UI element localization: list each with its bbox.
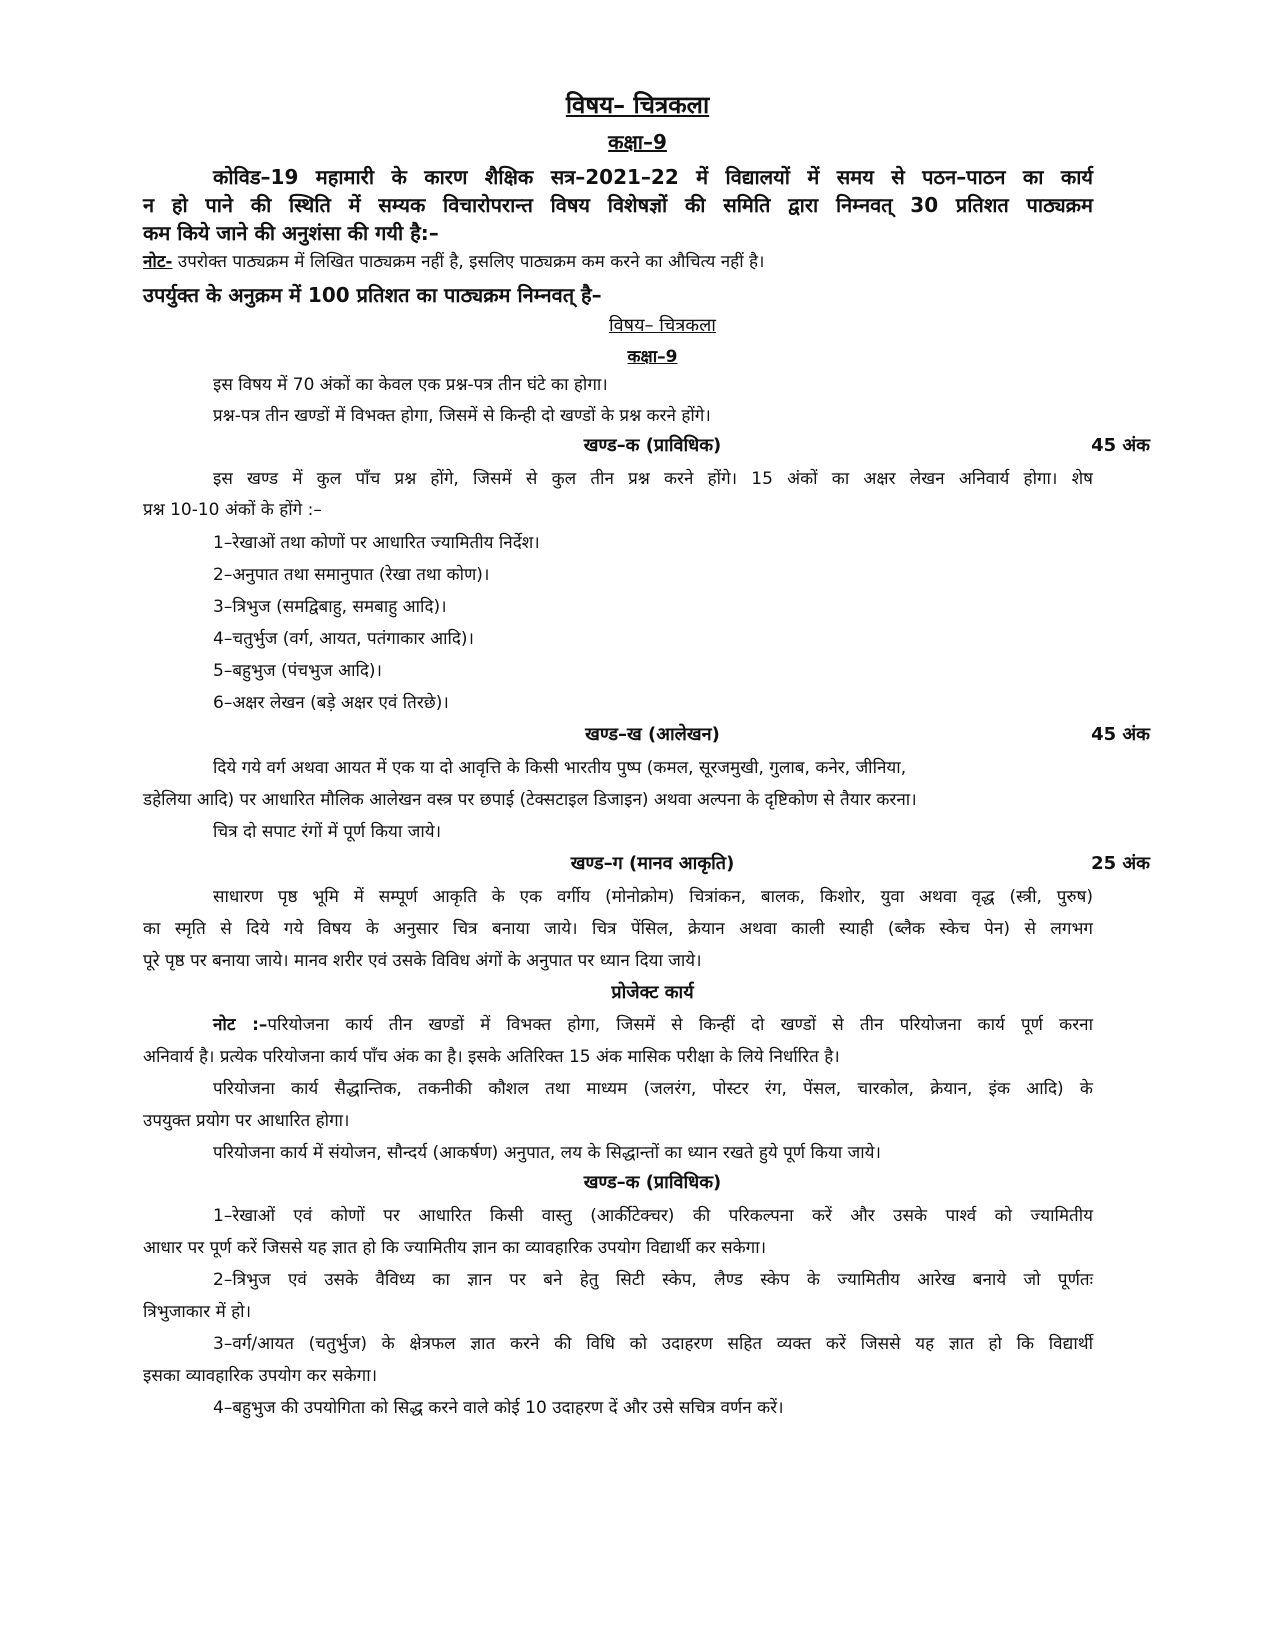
section-a-item: 5–बहुभुज (पंचभुज आदि)। xyxy=(213,661,382,681)
project-basis-line-1: परियोजना कार्य सैद्धान्तिक, तकनीकी कौशल तथा माध्यम (जलरंग, पोस्टर रंग, पेंसल, चारकोल, क्रेयान, इंक आदि) के xyxy=(213,1079,1093,1099)
section-a-item: 2–अनुपात तथा समानुपात (रेखा तथा कोण)। xyxy=(213,565,490,585)
general-line-1: इस विषय में 70 अंकों का केवल एक प्रश्न-पत्र तीन घंटे का होगा। xyxy=(213,375,608,395)
section-b-line-2: डहेलिया आदि) पर आधारित मौलिक आलेखन वस्त्र पर छपाई (टेक्सटाइल डिजाइन) अथवा अल्पना के दृष्टिकोण से तैयार करना। xyxy=(143,790,917,810)
project-note-label: नोट :– xyxy=(213,1015,268,1035)
intro-line-1: कोविड–19 महामारी के कारण शैक्षिक सत्र–2021–22 में विद्यालयों में समय से पठन–पाठन का कार्य xyxy=(213,165,1093,189)
page-title: विषय– चित्रकला xyxy=(565,91,710,119)
project-basis-line-2: उपयुक्त प्रयोग पर आधारित होगा। xyxy=(143,1111,350,1131)
project-a-item-2-line-1: 2–त्रिभुज एवं उसके वैविध्य का ज्ञान पर बने हेतु सिटी स्केप, लैण्ड स्केप के ज्यामितीय आरेख बनाये जो पूर्णतः xyxy=(213,1270,1093,1290)
intro-line-3: कम किये जाने की अनुशंसा की गयी है:– xyxy=(143,221,439,245)
section-a-desc-1: इस खण्ड में कुल पाँच प्रश्न होंगे, जिसमें से कुल तीन प्रश्न करने होंगे। 15 अंकों का अक्षर लेखन अनिवार्य होगा। शेष xyxy=(213,469,1093,489)
section-c-title: खण्ड–ग (मानव आकृति) xyxy=(570,853,735,874)
section-a-item: 3–त्रिभुज (समद्विबाहु, समबाहु आदि)। xyxy=(213,597,447,617)
note-text: उपरोक्त पाठ्यक्रम में लिखित पाठ्यक्रम नहीं है, इसलिए पाठ्यक्रम कम करने का औचित्य नहीं है। xyxy=(172,252,765,272)
section-c-line-2: का स्मृति से दिये गये विषय के अनुसार चित्र बनाया जाये। चित्र पेंसिल, क्रेयान अथवा काली स्याही (ब्लैक स्केच पेन) से लगभग xyxy=(143,919,1093,939)
section-b-line-3: चित्र दो सपाट रंगों में पूर्ण किया जाये। xyxy=(213,822,442,842)
section-c-line-1: साधारण पृष्ठ भूमि में सम्पूर्ण आकृति के एक वर्गीय (मोनोक्रोम) चित्रांकन, बालक, किशोर, युवा अथवा वृद्ध (स्त्री, पुरुष) xyxy=(213,887,1093,907)
section-c-marks: 25 अंक xyxy=(1091,853,1150,874)
section-a-desc-2: प्रश्न 10-10 अंकों के होंगे :– xyxy=(143,500,322,520)
section-a-item: 1–रेखाओं तथा कोणों पर आधारित ज्यामितीय निर्देश। xyxy=(213,533,540,553)
class-heading: कक्षा–9 xyxy=(608,130,667,154)
project-a-item-1-line-1: 1–रेखाओं एवं कोणों पर आधारित किसी वास्तु (आर्कीटेक्चर) की परिकल्पना करें और उसके पार्श्व को ज्यामितीय xyxy=(213,1206,1093,1226)
section-b-title: खण्ड–ख (आलेखन) xyxy=(585,724,720,745)
subheader-title: विषय– चित्रकला xyxy=(609,315,716,336)
section-a-item: 4–चतुर्भुज (वर्ग, आयत, पतंगाकार आदि)। xyxy=(213,629,474,649)
sequence-line: उपर्युक्त के अनुक्रम में 100 प्रतिशत का पाठ्यक्रम निम्नवत् है– xyxy=(143,283,602,307)
project-note-line-1 xyxy=(213,1012,1093,1035)
project-section-a-title: खण्ड–क (प्राविधिक) xyxy=(583,1172,722,1193)
section-b-line-1: दिये गये वर्ग अथवा आयत में एक या दो आवृत्ति के किसी भारतीय पुष्प (कमल, सूरजमुखी, गुलाब, कनेर, जीनिया, xyxy=(213,758,907,778)
section-a-title: खण्ड–क (प्राविधिक) xyxy=(583,435,722,456)
project-a-item-1-line-2: आधार पर पूर्ण करें जिससे यह ज्ञात हो कि ज्यामितीय ज्ञान का व्यावहारिक उपयोग विद्यार्थी कर सकेगा। xyxy=(143,1238,767,1258)
section-b-marks: 45 अंक xyxy=(1091,724,1150,745)
project-a-item-3-line-1: 3–वर्ग/आयत (चतुर्भुज) के क्षेत्रफल ज्ञात करने की विधि को उदाहरण सहित व्यक्त करें जिससे यह ज्ञात हो कि विद्यार्थी xyxy=(213,1334,1093,1354)
general-line-2: प्रश्न-पत्र तीन खण्डों में विभक्त होगा, जिसमें से किन्ही दो खण्डों के प्रश्न करने होंगे। xyxy=(213,406,711,426)
project-note-line-2: अनिवार्य है। प्रत्येक परियोजना कार्य पाँच अंक का है। इसके अतिरिक्त 15 अंक मासिक परीक्षा के लिये निर्धारित है। xyxy=(143,1047,840,1067)
section-a-item: 6–अक्षर लेखन (बड़े अक्षर एवं तिरछे)। xyxy=(213,693,449,713)
subheader-class: कक्षा–9 xyxy=(627,347,678,367)
project-a-item-3-line-2: इसका व्यावहारिक उपयोग कर सकेगा। xyxy=(143,1366,378,1386)
note-line xyxy=(143,249,764,272)
project-note-text: परियोजना कार्य तीन खण्डों में विभक्त होगा, जिसमें से किन्हीं दो खण्डों से तीन परियोजना कार्य पूर्ण करना xyxy=(267,1015,1094,1035)
section-a-marks: 45 अंक xyxy=(1091,435,1150,456)
project-a-item-4: 4–बहुभुज की उपयोगिता को सिद्ध करने वाले कोई 10 उदाहरण दें और उसे सचित्र वर्णन करें। xyxy=(213,1398,784,1418)
section-c-line-3: पूरे पृष्ठ पर बनाया जाये। मानव शरीर एवं उसके विविध अंगों के अनुपात पर ध्यान दिया जाये। xyxy=(143,951,702,971)
note-label: नोट- xyxy=(143,252,173,272)
project-title: प्रोजेक्ट कार्य xyxy=(611,982,694,1003)
project-principle-line: परियोजना कार्य में संयोजन, सौन्दर्य (आकर्षण) अनुपात, लय के सिद्धान्तों का ध्यान रखते हुये पूर्ण किया जाये। xyxy=(213,1143,881,1163)
project-a-item-2-line-2: त्रिभुजाकार में हो। xyxy=(143,1302,252,1322)
intro-line-2: न हो पाने की स्थिति में सम्यक विचारोपरान्त विषय विशेषज्ञों की समिति द्वारा निम्नवत् 30 प्रतिशत पाठ्यक्रम xyxy=(143,193,1093,217)
